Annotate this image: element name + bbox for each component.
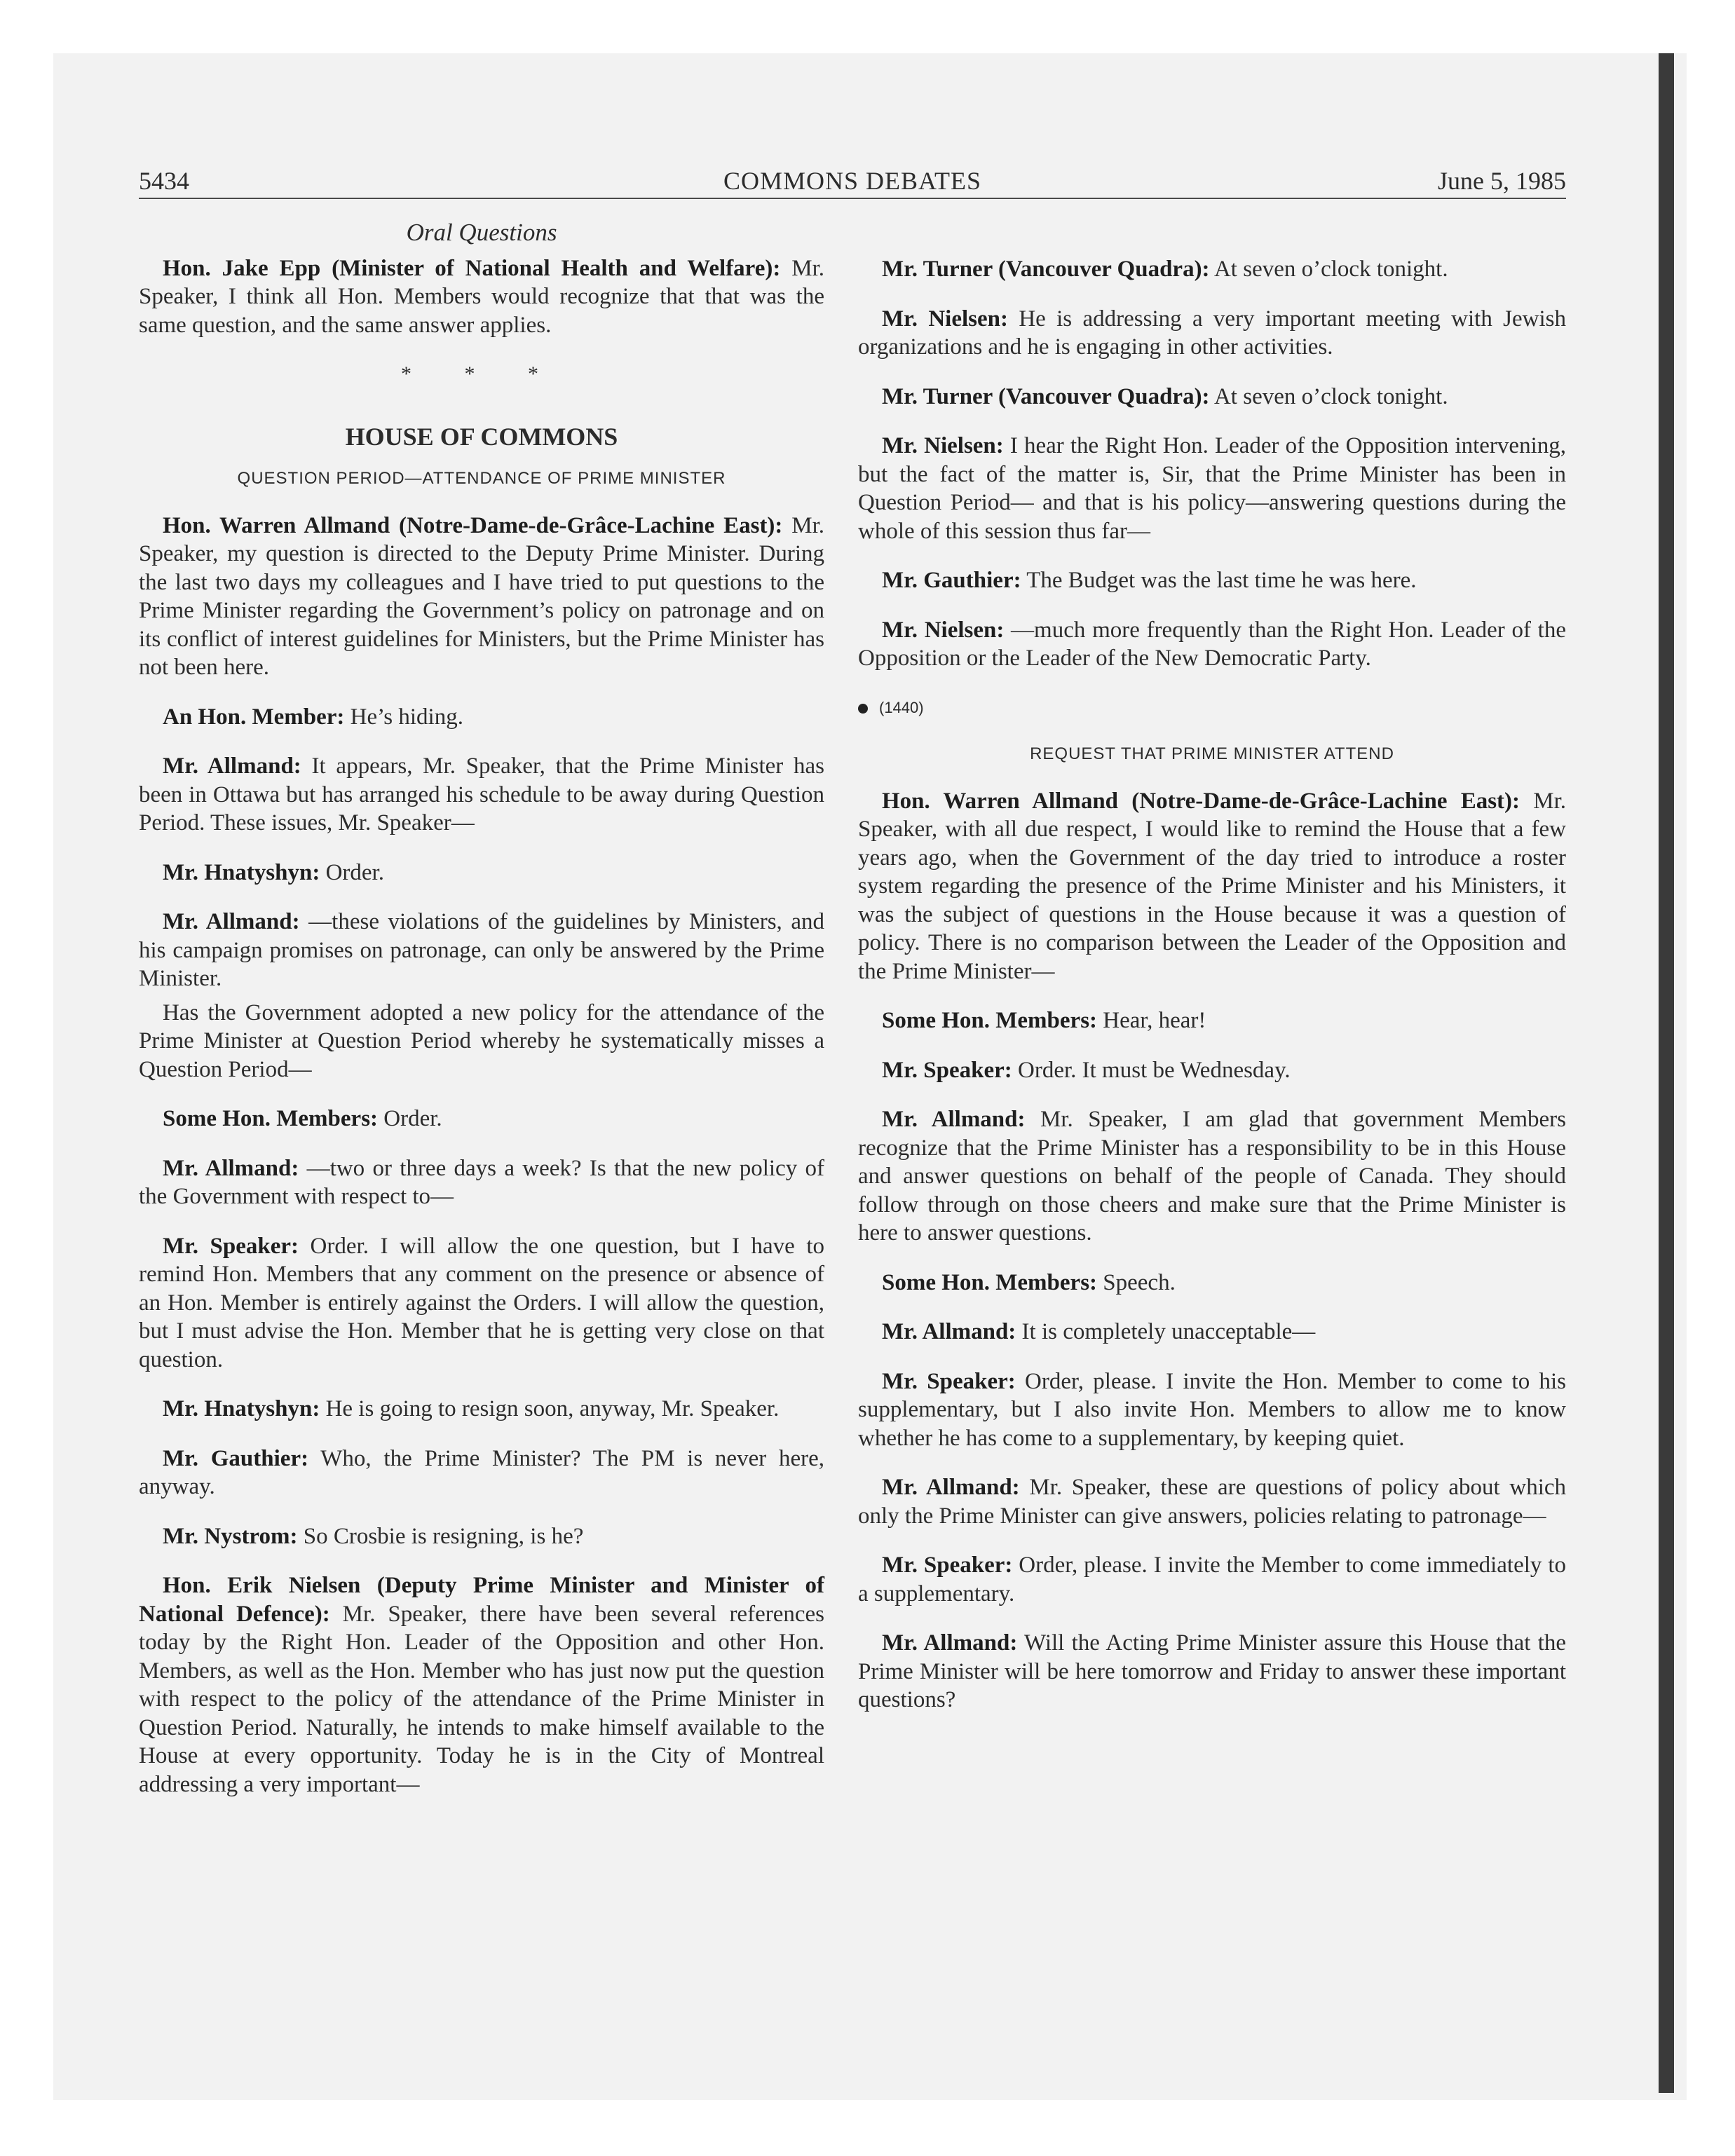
speaker-name: Mr. Hnatyshyn: (163, 859, 320, 885)
speaker-name: Hon. Jake Epp (Minister of National Health and Welfare): (163, 255, 781, 281)
speech-text: —two or three days a week? Is that the new policy of the Government with respect to— (139, 1155, 824, 1209)
speech-paragraph (858, 1007, 1566, 1035)
speaker-name: Mr. Gauthier: (882, 568, 1021, 593)
speech-text: Mr. Speaker, with all due respect, I would like to remind the House that a few years ago, when the Government of the day tried to introduce a roster system regarding the presence of the Prime Minister and his Ministers, it was the subject of questions in the House because it was a question of policy. There is no comparison between the Leader of the Opposition and the Prime Minister— (858, 788, 1566, 984)
speech-text: Mr. Speaker, I am glad that government Members recognize that the Prime Minister has a responsibility to be in this House and answer questions on behalf of the people of Canada. They should follow through on those cheers and make sure that the Prime Minister is here to answer questions. (858, 1107, 1567, 1246)
speaker-name: Mr. Turner (Vancouver Quadra): (882, 257, 1210, 282)
speech-text: He is going to resign soon, anyway, Mr. Speaker. (320, 1396, 780, 1421)
speech-text: Order. It must be Wednesday. (1012, 1057, 1291, 1083)
speech-text: At seven o’clock tonight. (1209, 257, 1448, 282)
topic-rubric: REQUEST THAT PRIME MINISTER ATTEND (1030, 744, 1394, 763)
speaker-name: Mr. Nielsen: (882, 306, 1008, 332)
topic-rubric: QUESTION PERIOD—ATTENDANCE OF PRIME MINISTER (237, 469, 726, 488)
speech-text: He’s hiding. (344, 704, 463, 730)
speech-text: Hear, hear! (1097, 1008, 1206, 1033)
speech-paragraph (139, 1445, 824, 1501)
speech-text: Will the Acting Prime Minister assure this House that the Prime Minister will be here tomorrow and Friday to answer these important questions? (858, 1630, 1567, 1712)
speaker-name: Mr. Turner (Vancouver Quadra): (882, 383, 1210, 409)
page-header (139, 165, 1566, 199)
speaker-name: Mr. Nielsen: (882, 617, 1005, 643)
speech-paragraph (858, 1473, 1566, 1530)
speaker-name: Mr. Allmand: (163, 909, 300, 934)
speaker-name: Mr. Allmand: (163, 753, 301, 779)
speech-text: At seven o’clock tonight. (1209, 383, 1448, 409)
speech-text: Order. I will allow the one question, but I have to remind Hon. Members that any comment on the presence or absence of an Hon. Member is entirely against the Orders. I will allow the question, but I must advise the Hon. Member that he is getting very close on that question. (139, 1233, 824, 1372)
speaker-name: Mr. Speaker: (163, 1233, 299, 1259)
speech-paragraph (858, 1318, 1566, 1346)
speech-text: Order, please. I invite the Hon. Member to come to his supplementary, but I also invite Hon. Members to allow me to know whether he has come to a supplementary, by keeping quiet. (858, 1368, 1566, 1451)
speaker-name: Mr. Allmand: (163, 1155, 299, 1181)
speaker-name: Hon. Warren Allmand (Notre-Dame-de-Grâce-Lachine East): (882, 788, 1520, 814)
speech-paragraph (139, 1571, 824, 1799)
speaker-name: Some Hon. Members: (882, 1008, 1098, 1033)
speech-paragraph (139, 1154, 824, 1211)
speech-paragraph (139, 703, 824, 732)
speech-text: I hear the Right Hon. Leader of the Opposition intervening, but the fact of the matter is, Sir, that the Prime Minister has been in Question Period— and that is his policy—answering questions during the whole of this session thus far— (858, 433, 1566, 544)
speech-text: Order, please. I invite the Member to come immediately to a supplementary. (858, 1553, 1566, 1606)
right-column (858, 255, 1566, 1735)
speech-text: Mr. Speaker, there have been several references today by the Right Hon. Leader of the Opposition and other Hon. Members, as well as the Hon. Member who has just now put the question with respect to the policy of the attendance of the Prime Minister in Question Period. Naturally, he intends to make himself available to the House at every opportunity. Today he is in the City of Montreal addressing a very important— (139, 1601, 824, 1797)
speaker-name: Some Hon. Members: (882, 1269, 1098, 1295)
time-marker (858, 694, 1566, 723)
speech-paragraph (139, 512, 824, 682)
running-subhead: Oral Questions (406, 219, 557, 246)
speaker-name: Mr. Allmand: (882, 1319, 1016, 1344)
speech-paragraph (139, 859, 824, 887)
speaker-name: Mr. Allmand: (882, 1107, 1026, 1132)
speech-paragraph (858, 566, 1566, 595)
speaker-name: Mr. Speaker: (882, 1368, 1016, 1394)
speech-text: So Crosbie is resigning, is he? (297, 1523, 584, 1549)
speech-paragraph (139, 1395, 824, 1424)
speaker-name: Hon. Warren Allmand (Notre-Dame-de-Grâce-Lachine East): (163, 512, 783, 538)
speech-text: It appears, Mr. Speaker, that the Prime Minister has been in Ottawa but has arranged his schedule to be away during Question Period. These issues, Mr. Speaker— (139, 753, 825, 835)
time-stamp: (1440) (879, 698, 924, 716)
speech-paragraph (139, 908, 824, 993)
speaker-name: Mr. Nystrom: (163, 1523, 298, 1549)
speaker-name: Some Hon. Members: (163, 1106, 379, 1131)
page-binding-edge (1659, 53, 1674, 2093)
speech-paragraph (858, 1269, 1566, 1297)
speech-paragraph (858, 787, 1566, 986)
speech-paragraph (139, 1232, 824, 1374)
speech-text: Order. (320, 859, 384, 885)
speaker-name: Mr. Speaker: (882, 1553, 1013, 1578)
section-heading: HOUSE OF COMMONS (345, 422, 618, 451)
speech-text: Speech. (1097, 1269, 1176, 1295)
speech-paragraph (858, 1105, 1566, 1248)
speech-paragraph (858, 1551, 1566, 1608)
speech-text: Mr. Speaker, these are questions of policy about which only the Prime Minister can give answers, policies relating to patronage— (858, 1475, 1567, 1529)
speech-paragraph (139, 1105, 824, 1133)
speech-paragraph (139, 1522, 824, 1551)
speaker-name: Mr. Hnatyshyn: (163, 1396, 320, 1421)
speech-text: The Budget was the last time he was here. (1021, 568, 1417, 593)
speech-paragraph (858, 1056, 1566, 1085)
speaker-name: Mr. Nielsen: (882, 433, 1004, 458)
speech-paragraph (858, 255, 1566, 284)
speech-paragraph (858, 1367, 1566, 1453)
speech-text: —much more frequently than the Right Hon. Leader of the Opposition or the Leader of the New Democratic Party. (858, 617, 1566, 671)
section-separator: * * * (401, 362, 562, 386)
publication-title: COMMONS DEBATES (723, 167, 982, 195)
speech-paragraph (139, 752, 824, 838)
left-column (139, 219, 824, 1820)
speech-paragraph (858, 305, 1566, 362)
speech-text: Mr. Speaker, my question is directed to the Deputy Prime Minister. During the last two days my colleagues and I have tried to put questions to the Prime Minister regarding the Government’s policy on patronage and on its conflict of interest guidelines for Ministers, but the Prime Minister has not been here. (139, 512, 825, 680)
speech-text: It is completely unacceptable— (1016, 1319, 1316, 1344)
speaker-name: An Hon. Member: (163, 704, 345, 730)
speech-text: Mr. Speaker, I think all Hon. Members would recognize that that was the same question, and the same answer applies. (139, 255, 824, 338)
speech-text: He is addressing a very important meeting with Jewish organizations and he is engaging in other activities. (858, 306, 1566, 360)
speaker-name: Mr. Allmand: (882, 1630, 1018, 1656)
speech-paragraph (139, 254, 824, 340)
page-number: 5434 (139, 167, 189, 195)
speaker-name: Mr. Allmand: (882, 1475, 1020, 1500)
speech-paragraph (858, 1629, 1566, 1714)
continuation-paragraph: Has the Government adopted a new policy for the attendance of the Prime Minister at Question Period whereby he systematically misses a Question Period— (139, 999, 824, 1082)
speech-text: —these violations of the guidelines by Ministers, and his campaign promises on patronage, can only be answered by the Prime Minister. (139, 909, 825, 991)
page-date: June 5, 1985 (1438, 167, 1566, 195)
speaker-name: Mr. Speaker: (882, 1057, 1012, 1083)
speech-paragraph (858, 432, 1566, 545)
bullet-dot-icon (858, 704, 868, 714)
speech-text: Order. (378, 1106, 442, 1131)
speaker-name: Hon. Erik Nielsen (Deputy Prime Minister and Minister of National Defence): (139, 1573, 824, 1627)
speaker-name: Mr. Gauthier: (163, 1445, 309, 1471)
speech-paragraph (858, 383, 1566, 411)
speech-paragraph (858, 616, 1566, 673)
speech-text: Who, the Prime Minister? The PM is never here, anyway. (139, 1445, 824, 1499)
